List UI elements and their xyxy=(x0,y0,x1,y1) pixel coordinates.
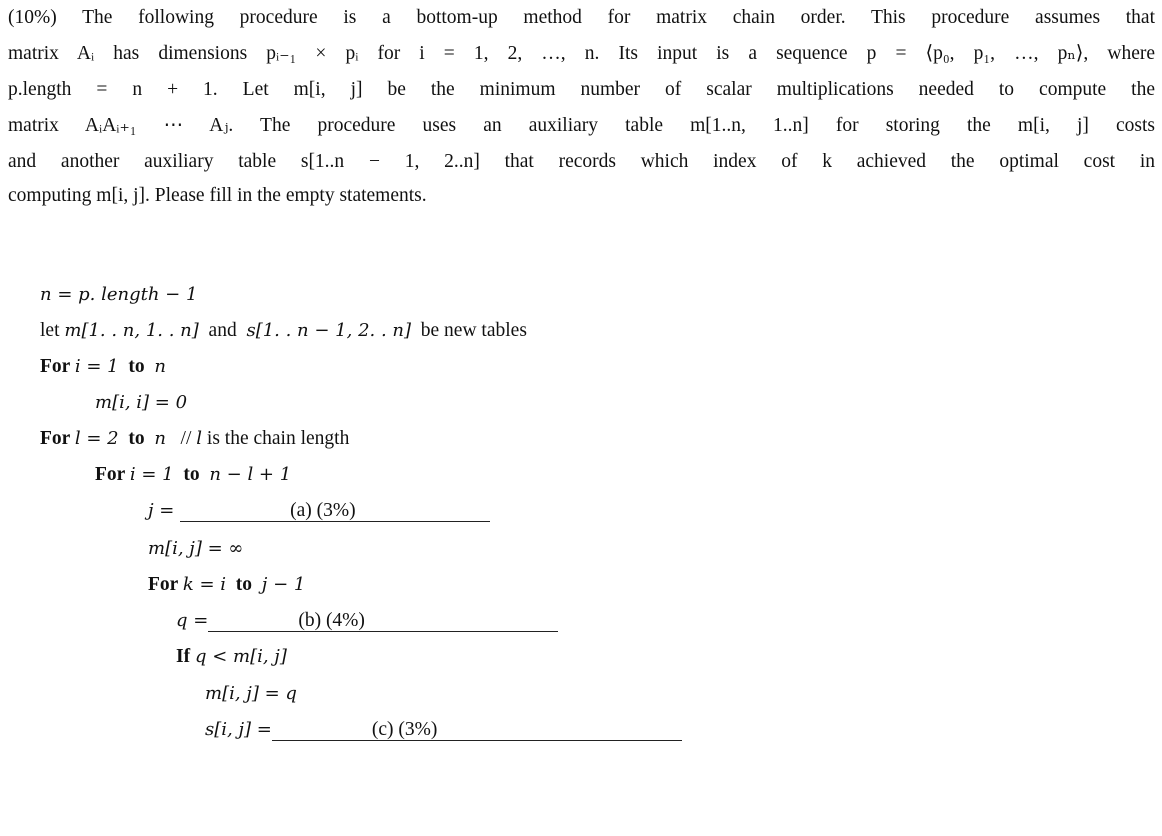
math-expression: m[i, j] = q xyxy=(205,683,297,704)
keyword: For xyxy=(95,464,130,485)
math-expression: n xyxy=(154,428,166,449)
math-expression: q = xyxy=(176,610,209,631)
code-line xyxy=(95,391,187,415)
code-line xyxy=(148,573,305,597)
keyword: If xyxy=(176,646,195,667)
code-line xyxy=(148,499,490,523)
answer-blank[interactable]: (a) (3%) xyxy=(180,501,490,522)
math-expression: n − l + 1 xyxy=(209,464,292,485)
math-expression: n = p. length − 1 xyxy=(40,284,198,305)
math-expression: j = xyxy=(148,500,181,521)
code-line xyxy=(40,355,166,379)
question-line: and another auxiliary table s[1..n − 1, 2..n] that records which index of k achieved the optimal cost in xyxy=(8,151,1155,172)
code-line xyxy=(176,645,287,669)
math-expression: s[1. . n − 1, 2. . n] xyxy=(246,320,412,341)
keyword: For xyxy=(148,574,183,595)
code-text: and xyxy=(198,320,247,341)
keyword: For xyxy=(40,356,75,377)
code-text: is the chain length xyxy=(202,428,350,449)
math-expression: m[i, j] = ∞ xyxy=(148,538,244,559)
math-expression: l xyxy=(196,428,203,449)
math-expression: k = i xyxy=(182,574,227,595)
math-expression: q < m[i, j] xyxy=(194,646,287,667)
question-line: matrix Aᵢ has dimensions pᵢ₋₁ × pᵢ for i = 1, 2, …, n. Its input is a sequence p = ⟨p₀, p₁, …, pₙ⟩, where xyxy=(8,43,1155,64)
keyword: to xyxy=(118,356,155,377)
question-line: p.length = n + 1. Let m[i, j] be the minimum number of scalar multiplications needed to compute the xyxy=(8,79,1155,100)
math-expression: s[i, j] = xyxy=(205,719,272,740)
answer-blank[interactable]: (b) (4%) xyxy=(208,611,558,632)
math-expression: n xyxy=(154,356,166,377)
keyword: to xyxy=(118,428,155,449)
math-expression: j − 1 xyxy=(261,574,306,595)
math-expression: m[1. . n, 1. . n] xyxy=(64,320,199,341)
code-line xyxy=(95,463,291,487)
code-line xyxy=(40,319,527,343)
math-expression: m[i, i] = 0 xyxy=(95,392,188,413)
question-line: computing m[i, j]. Please fill in the empty statements. xyxy=(8,185,427,206)
answer-blank[interactable]: (c) (3%) xyxy=(272,720,682,741)
math-expression: i = 1 xyxy=(74,356,119,377)
code-line xyxy=(176,609,558,633)
code-line xyxy=(40,283,197,307)
code-text: be new tables xyxy=(411,320,527,341)
question-line: matrix AᵢAᵢ₊₁ ⋯ Aⱼ. The procedure uses an auxiliary table m[1..n, 1..n] for storing the m[i, j] costs xyxy=(8,115,1155,136)
keyword: to xyxy=(226,574,262,595)
math-expression: i = 1 xyxy=(129,464,174,485)
code-line xyxy=(40,427,349,451)
code-line xyxy=(148,537,243,561)
code-line xyxy=(205,682,297,706)
math-expression: l = 2 xyxy=(74,428,119,449)
keyword: For xyxy=(40,428,75,449)
code-line xyxy=(205,718,682,742)
question-line: (10%) The following procedure is a bottom-up method for matrix chain order. This procedure assumes that xyxy=(8,7,1155,28)
keyword: to xyxy=(173,464,210,485)
code-text: // xyxy=(165,428,197,449)
code-text: let xyxy=(40,320,65,341)
